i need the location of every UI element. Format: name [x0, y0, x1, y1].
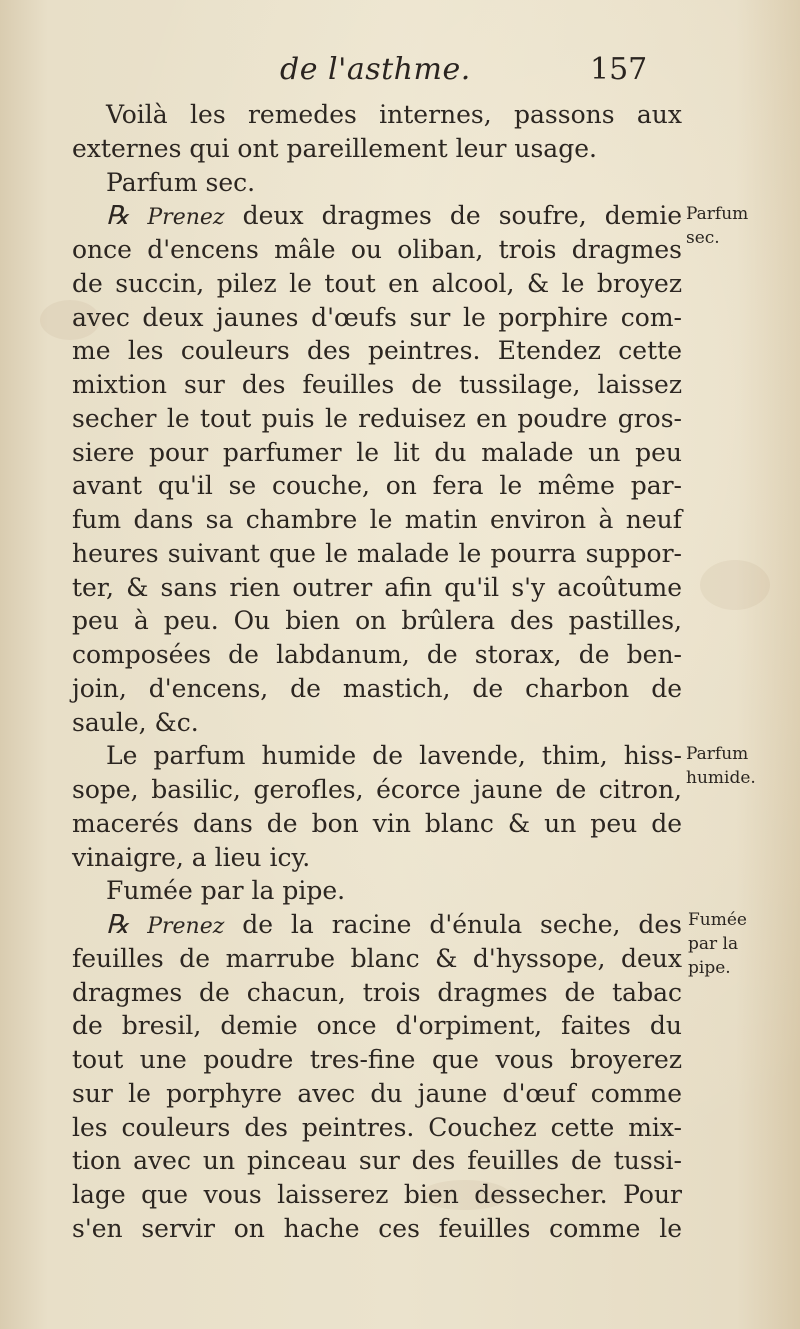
recipe-verb: Prenez	[147, 914, 225, 939]
text-line: feuilles de marrube blanc & d'hyssope, deux	[72, 943, 682, 973]
margin-note-line: sec.	[686, 228, 720, 248]
body-text	[72, 98, 682, 1246]
text-line: Voilà les remedes internes, passons aux	[106, 100, 682, 129]
text-line: les couleurs des peintres. Couchez cette mix-	[72, 1112, 682, 1142]
running-title: de l'asthme.	[280, 52, 471, 87]
recipe-symbol: ℞	[106, 910, 130, 940]
text-line: lage que vous laisserez bien dessecher. Pour	[72, 1180, 682, 1209]
page-header	[0, 48, 800, 92]
text-line: de bresil, demie once d'orpiment, faites du	[72, 1011, 682, 1041]
paper-stain	[700, 560, 770, 610]
text-line: fum dans sa chambre le matin environ à neuf	[72, 505, 682, 534]
page-number: 157	[590, 52, 648, 87]
text-line: heures suivant que le malade le pourra suppor-	[72, 538, 682, 568]
recipe-symbol: ℞	[106, 201, 130, 232]
text-line: once d'encens mâle ou oliban, trois dragmes	[72, 235, 682, 264]
text-line: macerés dans de bon vin blanc & un peu de	[72, 808, 682, 838]
text-line	[72, 908, 682, 942]
margin-note-line: pipe.	[688, 958, 731, 978]
margin-note-parfum-sec	[686, 202, 748, 250]
margin-note-parfum-humide	[686, 742, 756, 790]
text-line: ter, & sans rien outrer afin qu'il s'y acoûtume	[72, 572, 682, 602]
text-line: join, d'encens, de mastich, de charbon de	[72, 673, 682, 703]
text-span: de la racine d'énula seche, des	[242, 910, 682, 939]
section-heading: Parfum sec.	[106, 167, 256, 197]
text-line: me les couleurs des peintres. Etendez cette	[72, 336, 682, 366]
margin-note-line: humide.	[686, 768, 756, 788]
text-line: dragmes de chacun, trois dragmes de tabac	[72, 977, 682, 1007]
text-line: composées de labdanum, de storax, de ben-	[72, 640, 682, 669]
recipe-verb: Prenez	[147, 205, 225, 231]
text-line: Le parfum humide de lavende, thim, hiss-	[106, 741, 682, 771]
text-line: peu à peu. Ou bien on brûlera des pastilles,	[72, 606, 682, 636]
text-line: sope, basilic, gerofles, écorce jaune de citron,	[72, 775, 682, 804]
text-line: tout une poudre tres-fine que vous broyerez	[72, 1045, 682, 1074]
margin-note-line: Parfum	[686, 744, 749, 764]
text-line: saule, &c.	[72, 707, 199, 737]
text-line: externes qui ont pareillement leur usage.	[72, 133, 597, 163]
text-line	[72, 199, 682, 233]
text-span: deux dragmes de soufre, demie	[242, 201, 682, 231]
margin-note-line: Parfum	[686, 204, 749, 224]
text-line: sur le porphyre avec du jaune d'œuf comme	[72, 1078, 682, 1108]
text-line: tion avec un pinceau sur des feuilles de tussi-	[72, 1146, 682, 1176]
margin-note-line: par la	[688, 934, 739, 954]
margin-note-line: Fumée	[688, 910, 747, 930]
margin-note-fumee	[688, 908, 747, 980]
text-line: mixtion sur des feuilles de tussilage, laissez	[72, 370, 682, 399]
text-line: siere pour parfumer le lit du malade un peu	[72, 437, 682, 467]
section-heading: Fumée par la pipe.	[106, 876, 346, 906]
text-line: secher le tout puis le reduisez en poudre gros-	[72, 403, 682, 433]
text-line: s'en servir on hache ces feuilles comme le	[72, 1213, 682, 1243]
text-line: vinaigre, a lieu icy.	[72, 842, 311, 872]
text-line: avant qu'il se couche, on fera le même par-	[72, 471, 682, 501]
text-line: avec deux jaunes d'œufs sur le porphire com-	[72, 302, 682, 332]
text-line: de succin, pilez le tout en alcool, & le broyez	[72, 268, 682, 298]
